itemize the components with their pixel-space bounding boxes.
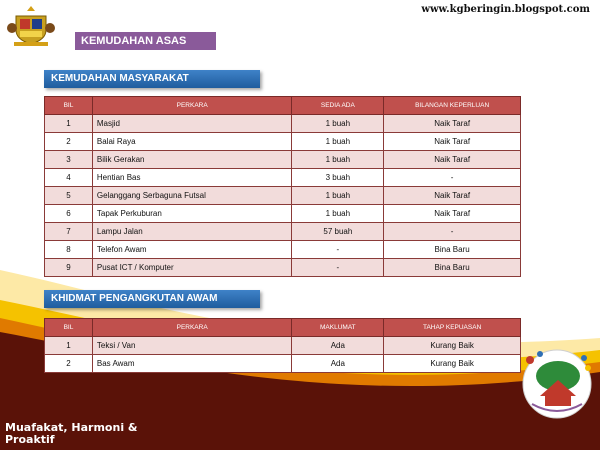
table-row [45,337,521,355]
table-row [45,355,521,373]
table-row [45,169,521,187]
khidmat-pengangkutan-table [44,318,521,373]
col-header-perkara: PERKARA [92,319,292,337]
cell-perkara: Telefon Awam [92,241,292,259]
cell-bil: 3 [45,151,93,169]
motto-line-1: Muafakat, Harmoni & [5,421,138,434]
col-header-sedia-ada: SEDIA ADA [292,97,384,115]
table-row [45,241,521,259]
cell-bil: 4 [45,169,93,187]
cell-keperluan: Naik Taraf [384,205,521,223]
kemudahan-masyarakat-table [44,96,521,277]
cell-keperluan: Naik Taraf [384,151,521,169]
cell-keperluan: - [384,223,521,241]
cell-perkara: Lampu Jalan [92,223,292,241]
col-header-bilangan-keperluan: BILANGAN KEPERLUAN [384,97,521,115]
cell-bil: 2 [45,133,93,151]
cell-sedia-ada: - [292,259,384,277]
table-row [45,223,521,241]
cell-keperluan: Bina Baru [384,259,521,277]
section-title: KEMUDAHAN ASAS [75,32,216,50]
cell-perkara: Hentian Bas [92,169,292,187]
kampung-beringin-logo [518,346,596,420]
cell-bil: 8 [45,241,93,259]
col-header-tahap-kepuasan: TAHAP KEPUASAN [384,319,521,337]
table-header-row [45,319,521,337]
table-row [45,115,521,133]
cell-bil: 2 [45,355,93,373]
col-header-bil: BIL [45,319,93,337]
motto-line-2: Proaktif [5,433,55,446]
cell-perkara: Teksi / Van [92,337,292,355]
col-header-bil: BIL [45,97,93,115]
cell-sedia-ada: 3 buah [292,169,384,187]
website-url: www.kgberingin.blogspot.com [421,4,590,15]
cell-keperluan: Naik Taraf [384,115,521,133]
table-row [45,133,521,151]
cell-bil: 7 [45,223,93,241]
cell-maklumat: Ada [292,337,384,355]
cell-sedia-ada: 1 buah [292,115,384,133]
state-crest-icon [6,4,56,48]
cell-bil: 6 [45,205,93,223]
cell-keperluan: - [384,169,521,187]
cell-tahap-kepuasan: Kurang Baik [384,337,521,355]
table-row [45,151,521,169]
table2-title-band: KHIDMAT PENGANGKUTAN AWAM [44,290,260,308]
cell-perkara: Tapak Perkuburan [92,205,292,223]
cell-perkara: Balai Raya [92,133,292,151]
cell-perkara: Masjid [92,115,292,133]
col-header-perkara: PERKARA [92,97,292,115]
cell-keperluan: Naik Taraf [384,133,521,151]
cell-bil: 1 [45,115,93,133]
table1-title-band: KEMUDAHAN MASYARAKAT [44,70,260,88]
cell-perkara: Bas Awam [92,355,292,373]
cell-tahap-kepuasan: Kurang Baik [384,355,521,373]
cell-perkara: Pusat ICT / Komputer [92,259,292,277]
cell-perkara: Gelanggang Serbaguna Futsal [92,187,292,205]
cell-bil: 9 [45,259,93,277]
cell-sedia-ada: 1 buah [292,187,384,205]
footer-motto [5,422,155,446]
table-row [45,187,521,205]
cell-maklumat: Ada [292,355,384,373]
cell-sedia-ada: 1 buah [292,151,384,169]
cell-sedia-ada: 1 buah [292,205,384,223]
table-row [45,205,521,223]
col-header-maklumat: MAKLUMAT [292,319,384,337]
table-header-row [45,97,521,115]
cell-perkara: Bilik Gerakan [92,151,292,169]
cell-sedia-ada: 57 buah [292,223,384,241]
cell-bil: 1 [45,337,93,355]
cell-bil: 5 [45,187,93,205]
cell-keperluan: Bina Baru [384,241,521,259]
cell-sedia-ada: - [292,241,384,259]
table-row [45,259,521,277]
cell-keperluan: Naik Taraf [384,187,521,205]
cell-sedia-ada: 1 buah [292,133,384,151]
